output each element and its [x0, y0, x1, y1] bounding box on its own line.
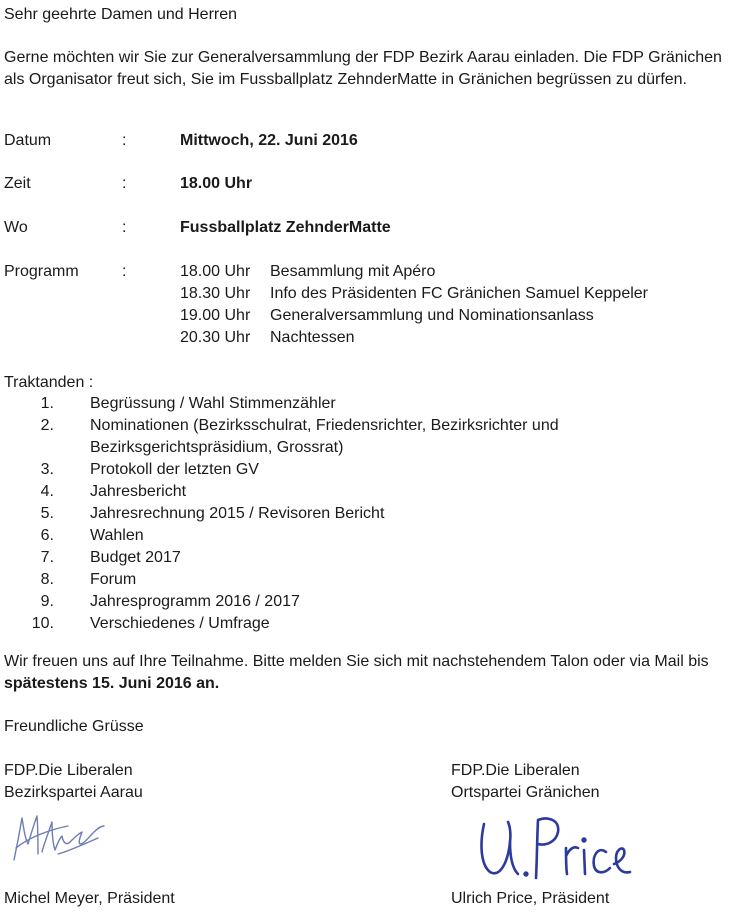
org-name: FDP.Die Liberalen: [4, 762, 133, 779]
item-number: 1.: [40, 395, 54, 412]
item-text: Protokoll der letzten GV: [90, 461, 259, 478]
list-item: [4, 525, 744, 547]
item-number: 8.: [40, 571, 54, 588]
list-item: [4, 393, 744, 415]
programm-item: [180, 327, 648, 349]
programm-text: Generalversammlung und Nominationsanlass: [270, 307, 594, 324]
list-item: [4, 459, 744, 481]
closing-paragraph: [4, 651, 744, 695]
closing-text: Wir freuen uns auf Ihre Teilnahme. Bitte melden Sie sich mit nachstehendem Talon oder via Mail bis: [4, 653, 709, 670]
item-number: 7.: [40, 549, 54, 566]
item-text: Nominationen (Bezirksschulrat, Friedensrichter, Bezirksrichter und Bezirksgerichtspräsidium, Grossrat): [90, 417, 559, 456]
item-text: Budget 2017: [90, 549, 181, 566]
programm-text: Info des Präsidenten FC Gränichen Samuel Keppeler: [270, 285, 648, 302]
traktanden-list: [4, 393, 744, 635]
programm-label: Programm: [4, 263, 79, 280]
item-text: Jahresrechnung 2015 / Revisoren Bericht: [90, 505, 385, 522]
item-number: 10.: [31, 615, 54, 632]
datum-label: Datum: [4, 132, 52, 149]
list-item: [4, 569, 744, 591]
colon: :: [122, 219, 127, 236]
item-number: 4.: [40, 483, 54, 500]
signature-price: [474, 812, 634, 882]
item-text: Wahlen: [90, 527, 144, 544]
item-text: Verschiedenes / Umfrage: [90, 615, 270, 632]
list-item: [4, 547, 744, 569]
item-text: Jahresbericht: [90, 483, 187, 500]
colon: :: [122, 132, 127, 149]
programm-text: Nachtessen: [270, 329, 355, 346]
programm-time: 18.00 Uhr: [180, 263, 251, 280]
colon: :: [122, 175, 127, 192]
org-unit: Bezirkspartei Aarau: [4, 784, 143, 801]
list-item: [4, 481, 744, 503]
item-number: 9.: [40, 593, 54, 610]
org-name: FDP.Die Liberalen: [451, 762, 580, 779]
zeit-value: 18.00 Uhr: [180, 175, 253, 192]
programm-item: [180, 305, 648, 327]
item-number: 3.: [40, 461, 54, 478]
org-unit: Ortspartei Gränichen: [451, 784, 600, 801]
datum-value: Mittwoch, 22. Juni 2016: [180, 132, 358, 149]
signature-block-right: [451, 760, 600, 804]
item-text: Forum: [90, 571, 137, 588]
programm-time: 18.30 Uhr: [180, 285, 251, 302]
intro-paragraph: Gerne möchten wir Sie zur Generalversammlung der FDP Bezirk Aarau einladen. Die FDP Gränichen als Organisator freut sich, Sie im Fussballplatz ZehnderMatte in Gränichen begrüssen zu dürfen.: [4, 49, 722, 88]
greeting: Freundliche Grüsse: [4, 718, 144, 735]
closing-deadline: spätestens 15. Juni 2016 an.: [4, 675, 220, 692]
programm-time: 20.30 Uhr: [180, 329, 251, 346]
zeit-label: Zeit: [4, 175, 31, 192]
signature-meyer: [8, 808, 108, 868]
item-number: 2.: [40, 417, 54, 434]
list-item: [4, 613, 744, 635]
colon: :: [122, 263, 127, 280]
programm-item: [180, 283, 648, 305]
wo-value: Fussballplatz ZehnderMatte: [180, 219, 391, 236]
item-number: 5.: [40, 505, 54, 522]
programm-text: Besammlung mit Apéro: [270, 263, 436, 280]
item-text: Jahresprogramm 2016 / 2017: [90, 593, 300, 610]
list-item: [4, 503, 744, 525]
list-item: [4, 591, 744, 613]
wo-label: Wo: [4, 219, 28, 236]
traktanden-title: Traktanden :: [4, 374, 94, 391]
item-text: Begrüssung / Wahl Stimmenzähler: [90, 395, 336, 412]
item-number: 6.: [40, 527, 54, 544]
programm-time: 19.00 Uhr: [180, 307, 251, 324]
signer-name-left: Michel Meyer, Präsident: [4, 890, 175, 907]
signer-name-right: Ulrich Price, Präsident: [451, 890, 610, 907]
list-item: [4, 415, 744, 459]
programm-list: [180, 261, 648, 349]
programm-item: [180, 261, 648, 283]
salutation: Sehr geehrte Damen und Herren: [4, 6, 238, 23]
signature-block-left: [4, 760, 143, 804]
